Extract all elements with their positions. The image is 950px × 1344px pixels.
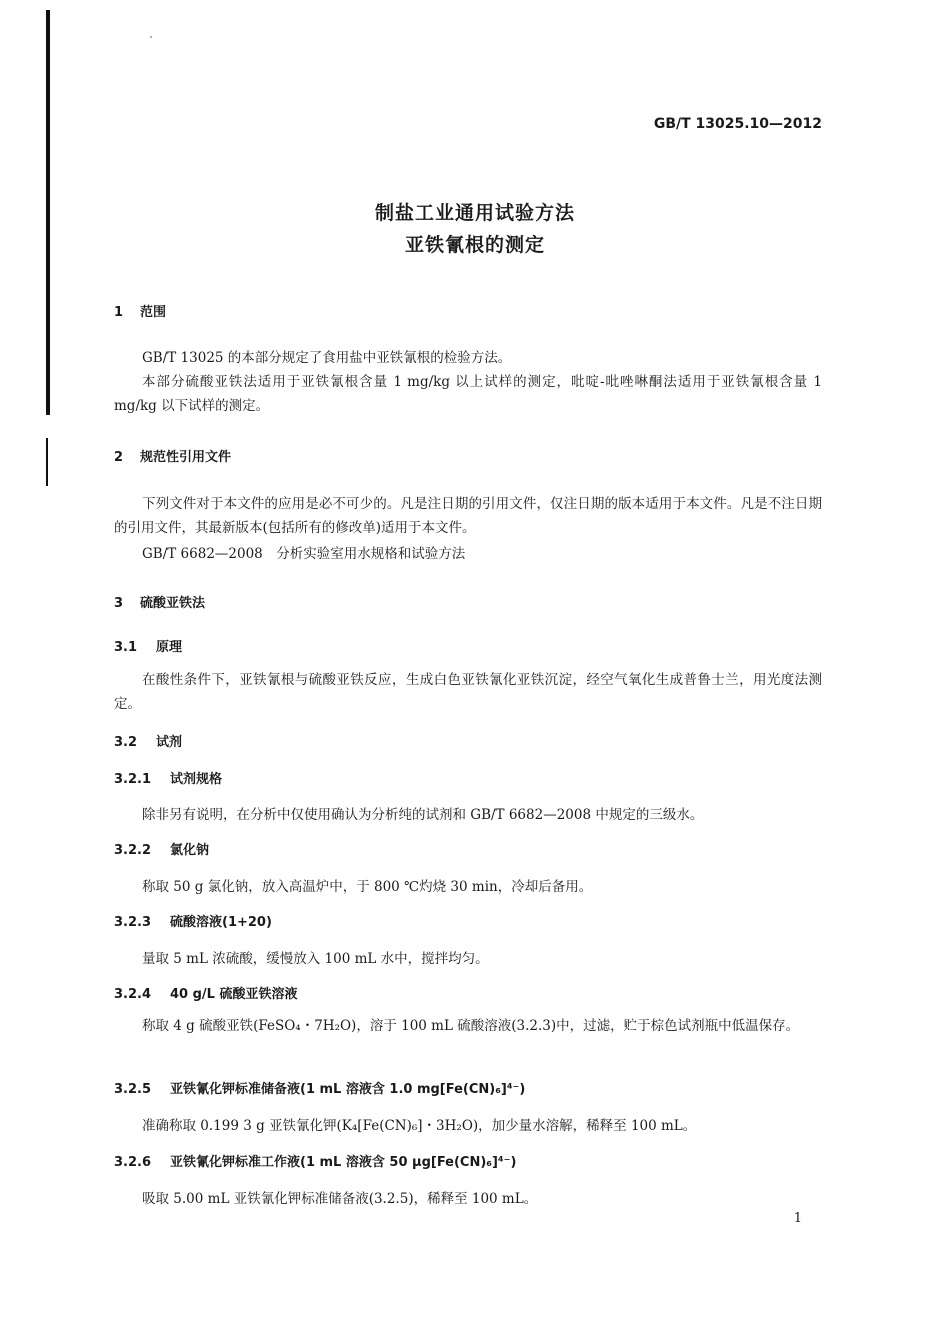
document-title: 制盐工业通用试验方法 xyxy=(374,202,575,224)
scan-speck xyxy=(150,36,152,38)
normative-reference: GB/T 6682—2008 分析实验室用水规格和试验方法 xyxy=(142,546,466,562)
paragraph: 下列文件对于本文件的应用是必不可少的。凡是注日期的引用文件，仅注日期的版本适用于本文件。凡是不注日期的引用文件，其最新版本(包括所有的修改单)适用于本文件。 xyxy=(114,496,822,536)
section-heading-3-2-2: 3.2.2 氯化钠 xyxy=(114,843,210,858)
section-heading-1: 1 范围 xyxy=(114,305,167,320)
section-heading-3-2-1: 3.2.1 试剂规格 xyxy=(114,772,223,787)
standard-number: GB/T 13025.10—2012 xyxy=(653,116,822,132)
section-heading-3-1: 3.1 原理 xyxy=(114,640,183,655)
page-number: 1 xyxy=(793,1211,802,1226)
paragraph: 称取 4 g 硫酸亚铁(FeSO₄・7H₂O)，溶于 100 mL 硫酸溶液(3.2.3)中，过滤，贮于棕色试剂瓶中低温保存。 xyxy=(142,1018,800,1034)
scan-edge-bar xyxy=(46,438,48,486)
section-heading-3: 3 硫酸亚铁法 xyxy=(114,596,206,611)
document-subtitle: 亚铁氰根的测定 xyxy=(404,234,545,256)
paragraph: 称取 50 g 氯化钠，放入高温炉中，于 800 ℃灼烧 30 min，冷却后备用。 xyxy=(142,879,593,895)
paragraph: 准确称取 0.199 3 g 亚铁氰化钾(K₄[Fe(CN)₆]・3H₂O)，加少量水溶解，稀释至 100 mL。 xyxy=(142,1118,697,1134)
paragraph: 吸取 5.00 mL 亚铁氰化钾标准储备液(3.2.5)，稀释至 100 mL。 xyxy=(142,1191,538,1207)
section-heading-3-2: 3.2 试剂 xyxy=(114,735,183,750)
paragraph: 量取 5 mL 浓硫酸，缓慢放入 100 mL 水中，搅拌均匀。 xyxy=(142,951,489,967)
section-heading-3-2-6: 3.2.6 亚铁氰化钾标准工作液(1 mL 溶液含 50 μg[Fe(CN)₆]⁴⁻) xyxy=(114,1155,517,1170)
paragraph: 在酸性条件下，亚铁氰根与硫酸亚铁反应，生成白色亚铁氰化亚铁沉淀，经空气氧化生成普鲁士兰，用光度法测定。 xyxy=(114,672,822,712)
section-heading-3-2-5: 3.2.5 亚铁氰化钾标准储备液(1 mL 溶液含 1.0 mg[Fe(CN)₆]⁴⁻) xyxy=(114,1082,526,1097)
paragraph: GB/T 13025 的本部分规定了食用盐中亚铁氰根的检验方法。 xyxy=(142,350,512,366)
section-heading-2: 2 规范性引用文件 xyxy=(114,450,232,465)
paragraph: 本部分硫酸亚铁法适用于亚铁氰根含量 1 mg/kg 以上试样的测定，吡啶-吡唑啉酮法适用于亚铁氰根含量 1 mg/kg 以下试样的测定。 xyxy=(114,374,822,414)
section-heading-3-2-4: 3.2.4 40 g/L 硫酸亚铁溶液 xyxy=(114,987,298,1002)
section-heading-3-2-3: 3.2.3 硫酸溶液(1+20) xyxy=(114,915,272,930)
paragraph: 除非另有说明，在分析中仅使用确认为分析纯的试剂和 GB/T 6682—2008 中规定的三级水。 xyxy=(142,807,704,823)
